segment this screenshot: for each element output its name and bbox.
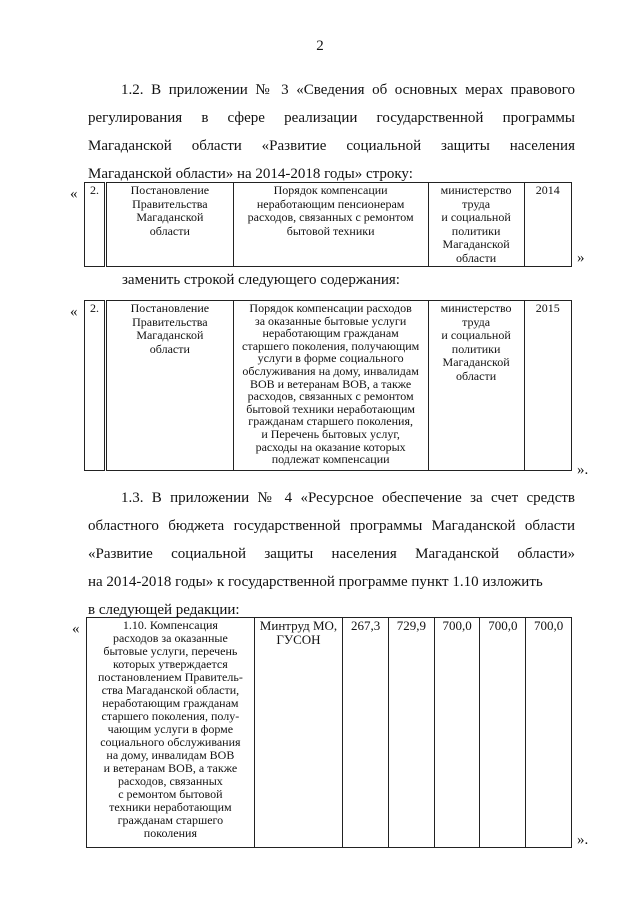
paragraph-line: Магаданской области «Развитие социальной защиты населения bbox=[88, 138, 575, 154]
cell-line: труда bbox=[462, 314, 491, 329]
row-number-cell: 2. bbox=[85, 301, 106, 471]
cell-line: бытовой техники bbox=[286, 223, 375, 238]
cell-line: обслуживания на дому, инвалидам bbox=[242, 363, 419, 378]
cell-line: поколения bbox=[143, 826, 197, 840]
cell-line: ГУСОН bbox=[276, 631, 321, 647]
value-cell: 700,0 bbox=[434, 618, 480, 848]
executor-cell bbox=[428, 301, 524, 471]
cell-line: Правительства bbox=[132, 196, 208, 211]
resource-table bbox=[86, 617, 572, 848]
year-cell: 2014 bbox=[524, 183, 571, 267]
close-quote: ». bbox=[577, 462, 589, 478]
table-row bbox=[85, 183, 572, 267]
paragraph-line: 1.3. В приложении № 4 «Ресурсное обеспечение за счет средств bbox=[121, 490, 575, 506]
cell-line: области bbox=[149, 341, 190, 356]
cell-line: Магаданской bbox=[136, 328, 204, 342]
cell-line: Магаданской bbox=[442, 355, 510, 369]
new-row-table bbox=[84, 300, 572, 471]
cell-line: неработающим гражданам bbox=[262, 326, 399, 341]
cell-line: подлежат компенсации bbox=[271, 452, 390, 467]
cell-line: техники неработающим bbox=[109, 800, 232, 814]
replace-text: заменить строкой следующего содержания: bbox=[122, 272, 400, 288]
open-quote: « bbox=[70, 304, 78, 320]
paragraph-1-3 bbox=[88, 484, 575, 624]
cell-line: области bbox=[456, 250, 497, 265]
executor-cell bbox=[254, 618, 342, 848]
paragraph-line: 1.2. В приложении № 3 «Сведения об основных мерах правового bbox=[121, 82, 575, 98]
cell-line: Порядок компенсации расходов bbox=[249, 301, 412, 315]
cell-line: политики bbox=[451, 223, 501, 238]
paragraph-line: в следующей редакции: bbox=[88, 602, 240, 618]
cell-line: бытовые услуги, перечень bbox=[103, 644, 238, 658]
paragraph-line: Магаданской области» на 2014-2018 годы» строку: bbox=[88, 166, 413, 182]
cell-line: Порядок компенсации bbox=[273, 183, 388, 197]
cell-line: Магаданской bbox=[136, 210, 204, 224]
paragraph-line: регулирования в сфере реализации государственной программы bbox=[88, 110, 575, 126]
old-row-table bbox=[84, 182, 572, 267]
open-quote: « bbox=[72, 621, 80, 637]
cell-line: старшего поколения, получающим bbox=[242, 338, 420, 353]
cell-line: старшего поколения, полу- bbox=[101, 709, 240, 723]
row-number-cell: 2. bbox=[85, 183, 106, 267]
paragraph-line: на 2014-2018 годы» к государственной программе пункт 1.10 изложить bbox=[88, 574, 543, 590]
cell-line: расходов, связанных с ремонтом bbox=[247, 210, 414, 224]
value-cell: 729,9 bbox=[388, 618, 434, 848]
value-cell: 700,0 bbox=[480, 618, 526, 848]
cell-line: министерство bbox=[440, 183, 512, 197]
cell-line: Постановление bbox=[130, 301, 210, 315]
cell-line: Магаданской bbox=[442, 237, 510, 251]
cell-line: политики bbox=[451, 341, 501, 356]
close-quote: » bbox=[577, 250, 585, 266]
cell-line: Правительства bbox=[132, 314, 208, 329]
cell-line: за оказанные бытовые услуги bbox=[254, 313, 407, 328]
doc-type-cell bbox=[106, 183, 234, 267]
value-cell: 700,0 bbox=[526, 618, 572, 848]
cell-line: и Перечень бытовых услуг, bbox=[261, 426, 400, 441]
executor-cell bbox=[428, 183, 524, 267]
value-cell: 267,3 bbox=[343, 618, 389, 848]
cell-line: услуги в форме социального bbox=[257, 351, 404, 366]
cell-line: которых утверждается bbox=[113, 657, 228, 671]
cell-line: расходов за оказанные bbox=[112, 631, 228, 645]
table-row bbox=[85, 301, 572, 471]
open-quote: « bbox=[70, 186, 78, 202]
paragraph-line: областного бюджета государственной программы Магаданской области bbox=[88, 518, 575, 534]
measure-name-cell bbox=[87, 618, 255, 848]
year-cell: 2015 bbox=[524, 301, 571, 471]
close-quote: ». bbox=[577, 832, 589, 848]
cell-line: с ремонтом бытовой bbox=[118, 787, 223, 801]
cell-line: труда bbox=[462, 196, 491, 211]
table-row bbox=[87, 618, 572, 848]
paragraph-line: «Развитие социальной защиты населения Магаданской области» bbox=[88, 546, 575, 562]
cell-line: неработающим гражданам bbox=[102, 696, 239, 710]
paragraph-1-2 bbox=[88, 76, 575, 188]
cell-line: министерство bbox=[440, 301, 512, 315]
cell-line: расходов, связанных с ремонтом bbox=[247, 389, 414, 404]
cell-line: ВОВ и ветеранам ВОВ, а также bbox=[249, 376, 412, 391]
doc-type-cell bbox=[106, 301, 234, 471]
cell-line: и социальной bbox=[441, 210, 511, 224]
cell-line: расходы на оказание которых bbox=[255, 439, 406, 454]
cell-line: ства Магаданской области, bbox=[101, 683, 240, 697]
cell-line: гражданам старшего bbox=[117, 813, 224, 827]
cell-line: Минтруд МО, bbox=[259, 618, 338, 633]
cell-line: области bbox=[149, 223, 190, 238]
cell-line: неработающим пенсионерам bbox=[256, 196, 405, 211]
cell-line: 1.10. Компенсация bbox=[122, 618, 218, 632]
doc-name-cell bbox=[233, 183, 428, 267]
cell-line: Постановление bbox=[130, 183, 210, 197]
doc-name-cell bbox=[233, 301, 428, 471]
cell-line: постановлением Правитель- bbox=[97, 670, 243, 684]
cell-line: бытовой техники неработающим bbox=[246, 401, 415, 416]
page-number: 2 bbox=[316, 38, 324, 54]
cell-line: области bbox=[456, 368, 497, 383]
cell-line: и ветеранам ВОВ, а также bbox=[103, 761, 238, 775]
cell-line: на дому, инвалидам ВОВ bbox=[106, 748, 235, 762]
cell-line: гражданам старшего поколения, bbox=[248, 414, 413, 429]
cell-line: расходов, связанных bbox=[117, 774, 223, 788]
cell-line: и социальной bbox=[441, 328, 511, 342]
cell-line: социального обслуживания bbox=[100, 735, 241, 749]
cell-line: чающим услуги в форме bbox=[107, 722, 234, 736]
